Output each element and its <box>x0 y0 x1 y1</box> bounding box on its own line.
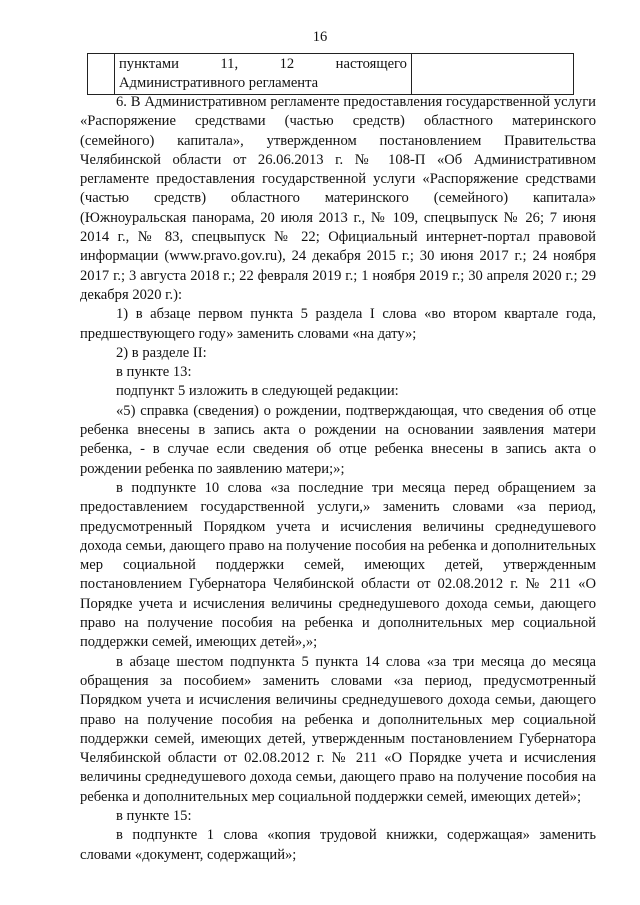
table-row <box>88 54 574 95</box>
paragraph-subpoint-10: в подпункте 10 слова «за последние три месяца перед обращением за предоставлением государственной услуги,» заменить словами «за период, предусмотренный Порядком учета и исчисления величины среднедушевого дохода семьи, дающего право на получение пособия на ребенка и дополнительных мер социальной поддержки семей, имеющих детей, утвержденным постановлением Губернатора Челябинской области от 02.08.2012 г. № 211 «О Порядке учета и исчисления величины среднедушевого дохода семьи, дающего право на получение пособия на ребенка и дополнительных мер социальной поддержки семей, имеющих детей»,»; <box>80 479 596 651</box>
table-cell-empty <box>412 54 574 95</box>
paragraph-point-15: в пункте 15: <box>116 807 192 824</box>
paragraph-subpoint-5-text: «5) справка (сведения) о рождении, подтверждающая, что сведения об отце ребенка внесены в запись акта о рождении на основании заявления матери ребенка, - в случае если сведения об отце ребенка внесены в запись акта о рождении ребенка по заявлению матери;»; <box>80 402 596 477</box>
table-word: 11, <box>220 56 239 72</box>
table-word: 12 <box>279 56 295 72</box>
paragraph-point-13: в пункте 13: <box>116 364 192 381</box>
page-number: 16 <box>312 29 328 45</box>
paragraph-subitem-2: 2) в разделе II: <box>116 344 207 361</box>
table-cell-number <box>88 54 115 95</box>
paragraph-subpoint-1: в подпункте 1 слова «копия трудовой книжки, содержащая» заменить словами «документ, содержащий»; <box>80 827 596 863</box>
continued-table <box>87 53 574 95</box>
paragraph-subpoint-5-intro: подпункт 5 изложить в следующей редакции: <box>116 383 399 400</box>
table-cell-line-2: Административного регламента <box>119 75 319 91</box>
table-cell-line-1 <box>119 55 407 74</box>
document-body <box>80 93 596 865</box>
paragraph-item-6: 6. В Административном регламенте предоставления государственной услуги «Распоряжение средствами (частью средств) областного материнского (семейного) капитала», утвержденном постановлением Правительства Челябинской области от 26.06.2013 г. № 108-П «Об Административном регламенте предоставления государственной услуги «Распоряжение средствами (частью средств) областного материнского (семейного) капитала» (Южноуральская панорама, 20 июля 2013 г., № 109, спецвыпуск № 26; 7 июня 2014 г., № 83, спецвыпуск № 22; Официальный интернет-портал правовой информации (www.pravo.gov.ru), 24 декабря 2015 г.; 30 июня 2017 г.; 24 ноября 2017 г.; 3 августа 2018 г.; 22 февраля 2019 г.; 1 ноября 2019 г.; 30 апреля 2020 г.; 29 декабря 2020 г.): <box>80 94 596 303</box>
paragraph-subitem-1: 1) в абзаце первом пункта 5 раздела I слова «во втором квартале года, предшествующего году» заменить словами «на дату»; <box>80 306 596 342</box>
table-word: настоящего <box>335 56 407 72</box>
table-word: пунктами <box>119 56 179 72</box>
table-cell-text <box>115 54 412 95</box>
paragraph-point-14: в абзаце шестом подпункта 5 пункта 14 слова «за три месяца до месяца обращения за пособием» заменить словами «за период, предусмотренный Порядком учета и исчисления величины среднедушевого дохода семьи, дающего право на получение пособия на ребенка и дополнительных мер социальной поддержки семей, имеющих детей, утвержденным постановлением Губернатора Челябинской области от 02.08.2012 г. № 211 «О Порядке учета и исчисления величины среднедушевого дохода семьи, дающего право на получение пособия на ребенка и дополнительных мер социальной поддержки семей, имеющих детей»; <box>80 653 596 805</box>
